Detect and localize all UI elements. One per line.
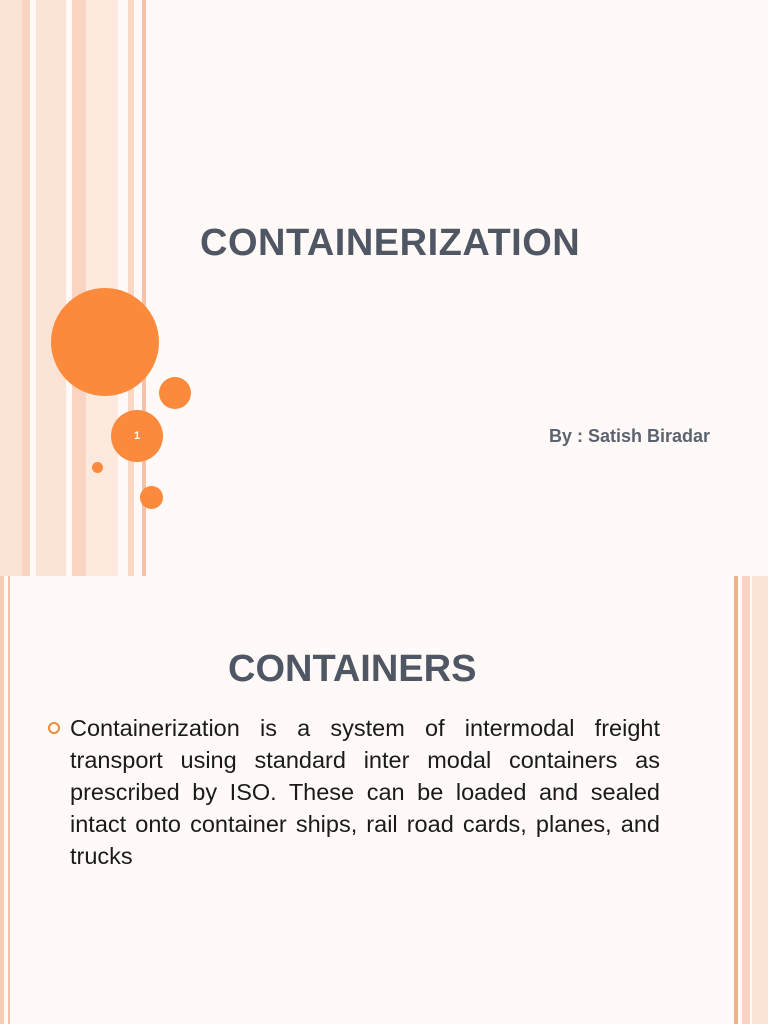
decorative-circle-small xyxy=(140,486,163,509)
slide-title: CONTAINERIZATION xyxy=(200,222,581,264)
slide-number: 1 xyxy=(133,430,141,442)
bullet-text: Containerization is a system of intermodal freight transport using standard inter modal containers as prescribed by ISO. These can be loaded and sealed intact onto container ships, rail road cards, planes, and trucks xyxy=(70,715,660,869)
decorative-circle-large xyxy=(51,288,159,396)
decorative-stripe xyxy=(734,576,738,1024)
decorative-circle-medium xyxy=(159,377,191,409)
decorative-stripe xyxy=(128,0,134,576)
decorative-stripe xyxy=(36,0,66,576)
decorative-stripe xyxy=(0,0,22,576)
decorative-circle-tiny xyxy=(92,462,103,473)
decorative-stripe xyxy=(8,576,10,1024)
author-byline: By : Satish Biradar xyxy=(548,426,710,446)
bullet-circle-icon xyxy=(48,722,60,734)
decorative-stripe xyxy=(752,576,768,1024)
content-slide-title: CONTAINERS xyxy=(228,648,477,690)
slide-number-badge xyxy=(111,410,163,462)
decorative-stripe xyxy=(22,0,30,576)
decorative-stripe xyxy=(742,576,750,1024)
decorative-stripe xyxy=(0,576,4,1024)
decorative-stripe xyxy=(72,0,86,576)
bullet-item xyxy=(48,712,660,872)
